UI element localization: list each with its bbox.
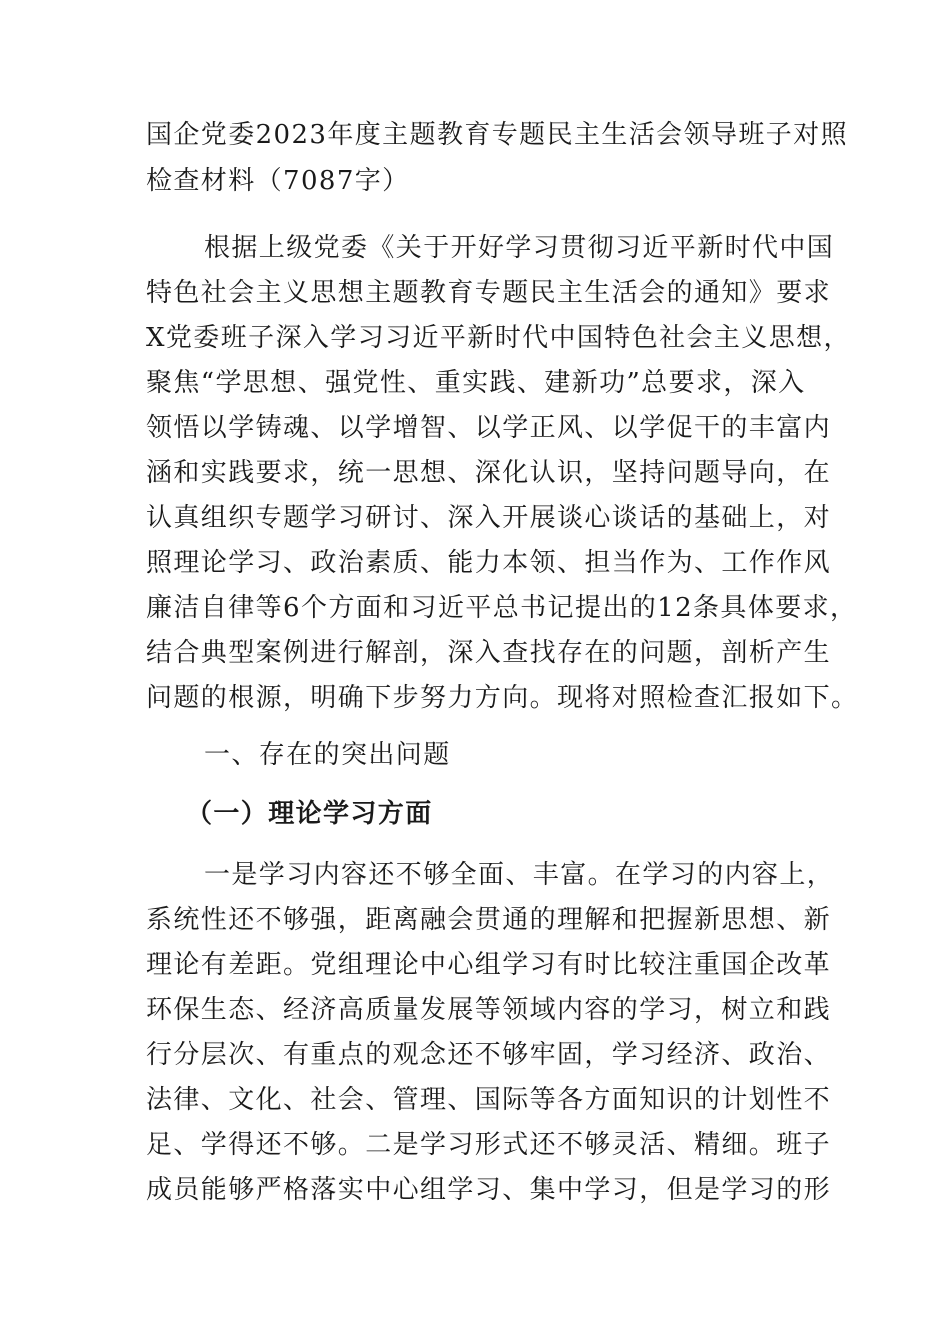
paragraph-line: X党委班子深入学习习近平新时代中国特色社会主义思想，: [146, 323, 851, 353]
paragraph-line: 足、学得还不够。二是学习形式还不够灵活、精细。班子: [146, 1130, 832, 1160]
paragraph-line: 问题的根源，明确下步努力方向。现将对照检查汇报如下。: [146, 683, 859, 713]
body-paragraph: [146, 853, 835, 1213]
intro-paragraph: [146, 226, 859, 721]
paragraph-line: 法律、文化、社会、管理、国际等各方面知识的计划性不: [146, 1085, 832, 1115]
section-heading: 一、存在的突出问题: [204, 740, 451, 770]
paragraph-line: 环保生态、经济高质量发展等领域内容的学习，树立和践: [146, 995, 832, 1025]
paragraph-line: 照理论学习、政治素质、能力本领、担当作为、工作作风: [146, 548, 832, 578]
paragraph-line: 成员能够严格落实中心组学习、集中学习，但是学习的形: [146, 1175, 832, 1205]
paragraph-line: 行分层次、有重点的观念还不够牢固，学习经济、政治、: [146, 1040, 832, 1070]
paragraph-line: 涵和实践要求，统一思想、深化认识，坚持问题导向，在: [146, 458, 832, 488]
title-line: 检查材料（7087字）: [146, 166, 410, 196]
paragraph-line: 根据上级党委《关于开好学习贯彻习近平新时代中国: [204, 233, 835, 263]
paragraph-line: 聚焦“学思想、强党性、重实践、建新功”总要求，深入: [146, 368, 806, 398]
title-line: 国企党委2023年度主题教育专题民主生活会领导班子对照: [146, 120, 848, 150]
paragraph-line: 领悟以学铸魂、以学增智、以学正风、以学促干的丰富内: [146, 413, 832, 443]
paragraph-line: 一是学习内容还不够全面、丰富。在学习的内容上，: [204, 860, 835, 890]
paragraph-line: 廉洁自律等6个方面和习近平总书记提出的12条具体要求，: [146, 593, 858, 623]
document-body: [146, 112, 859, 1213]
subsection-heading: （一）理论学习方面: [186, 799, 433, 829]
paragraph-line: 特色社会主义思想主题教育专题民主生活会的通知》要求: [146, 278, 832, 308]
paragraph-line: 结合典型案例进行解剖，深入查找存在的问题，剖析产生: [146, 638, 832, 668]
paragraph-line: 系统性还不够强，距离融会贯通的理解和把握新思想、新: [146, 905, 832, 935]
document-title: [146, 112, 848, 204]
paragraph-line: 认真组织专题学习研讨、深入开展谈心谈话的基础上，对: [146, 503, 832, 533]
paragraph-line: 理论有差距。党组理论中心组学习有时比较注重国企改革: [146, 950, 832, 980]
